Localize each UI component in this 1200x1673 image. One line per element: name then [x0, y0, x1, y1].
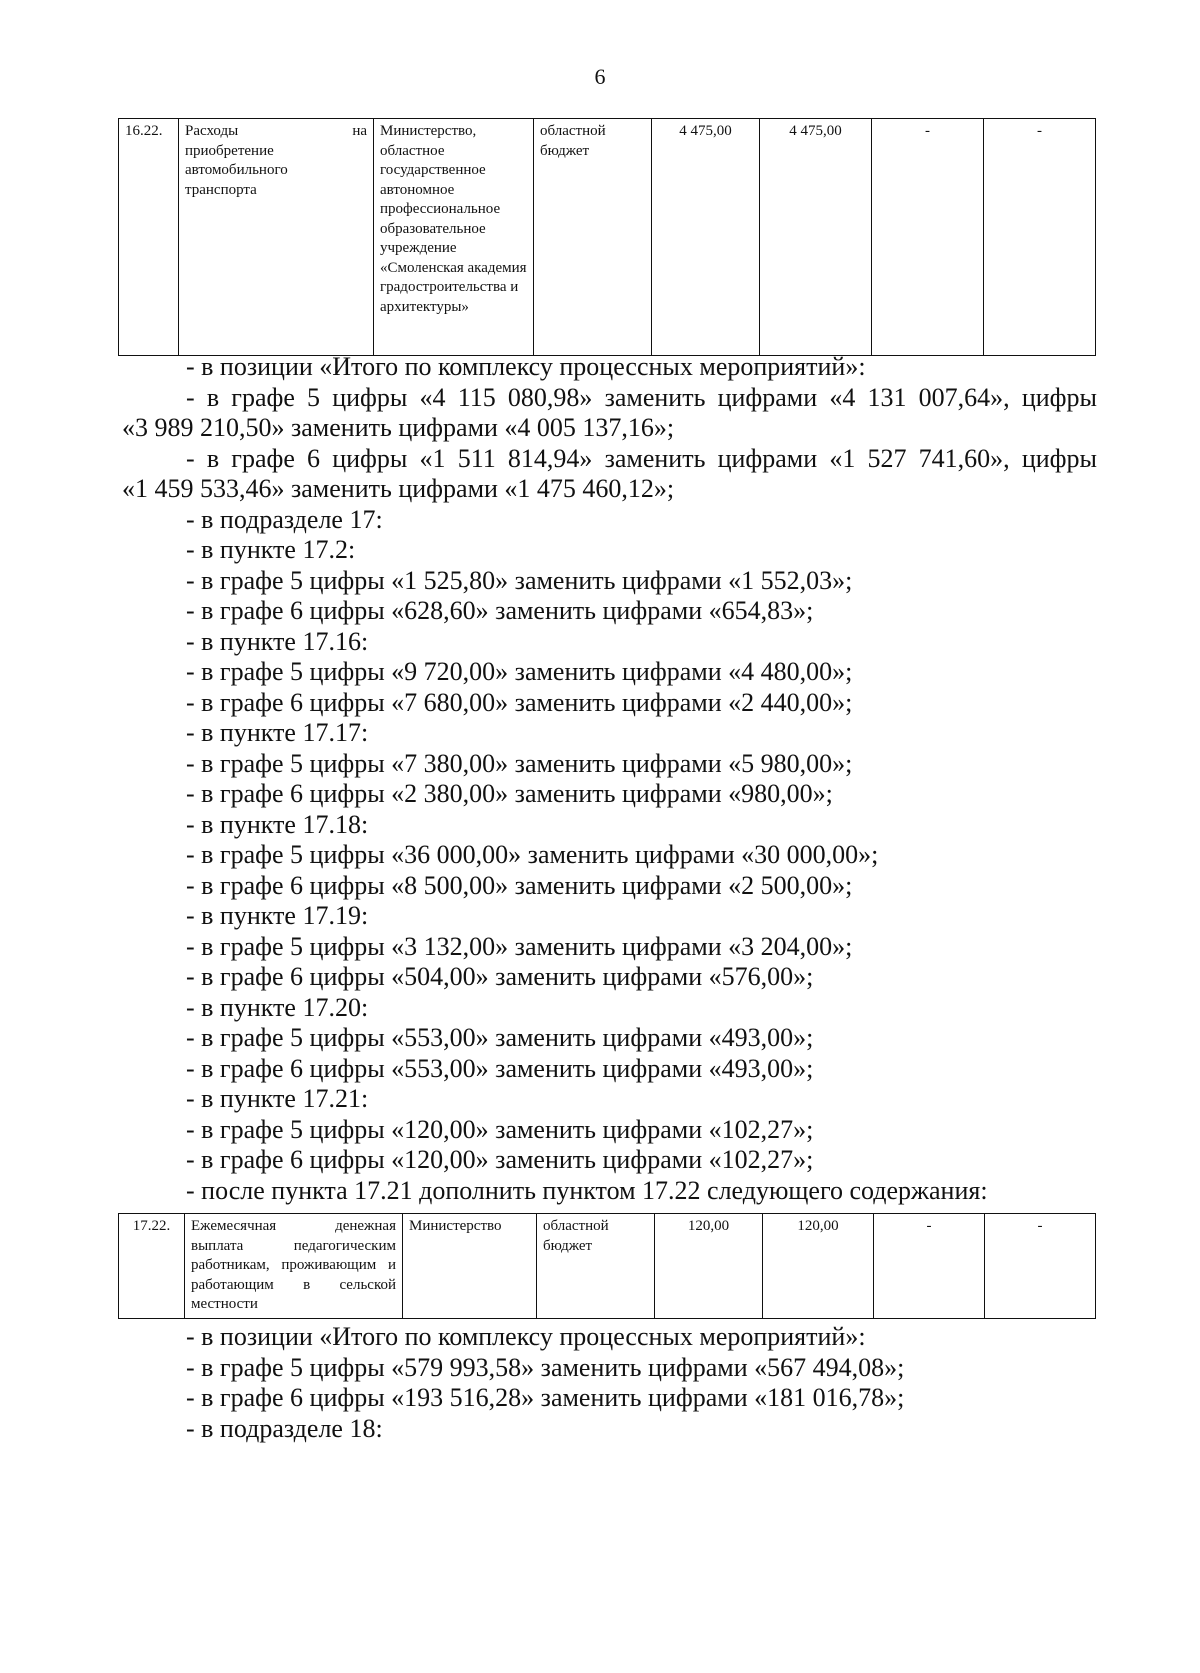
paragraph: - в графе 6 цифры «628,60» заменить цифрами «654,83»;	[186, 596, 814, 625]
amendment-text-block-2	[122, 1322, 1097, 1444]
row-executor: Министерство, областное государственное автономное профессиональное образовательное учреждение «Смоленская академия градостроительства и архитектуры»	[374, 119, 534, 356]
row-year2: -	[874, 1214, 985, 1319]
paragraph: - в пункте 17.19:	[186, 901, 369, 930]
paragraph: - в графе 5 цифры «4 115 080,98» заменить цифрами «4 131 007,64», цифры	[186, 382, 1097, 412]
paragraph: - в графе 6 цифры «8 500,00» заменить цифрами «2 500,00»;	[186, 870, 853, 900]
row-year1: 120,00	[763, 1214, 874, 1319]
row-description: Ежемесячная денежная выплата педагогическим работникам, проживающим и работающим в сельской местности	[185, 1214, 403, 1319]
row-number: 17.22.	[119, 1214, 185, 1319]
page-number: 6	[594, 64, 606, 89]
table-row	[119, 119, 1096, 356]
paragraph: - в графе 5 цифры «120,00» заменить цифрами «102,27»;	[186, 1114, 814, 1144]
paragraph: - в пункте 17.2:	[186, 535, 356, 564]
paragraph: - в пункте 17.20:	[186, 992, 369, 1022]
paragraph: - в пункте 17.21:	[186, 1084, 369, 1113]
paragraph: - в пункте 17.17:	[186, 718, 369, 747]
paragraph: - в графе 5 цифры «1 525,80» заменить цифрами «1 552,03»;	[186, 565, 853, 595]
row-source: областной бюджет	[534, 119, 652, 356]
paragraph: - в графе 6 цифры «1 511 814,94» заменить цифрами «1 527 741,60», цифры	[186, 443, 1097, 473]
paragraph: - в позиции «Итого по комплексу процессных мероприятий»:	[186, 1322, 866, 1351]
paragraph: - в графе 5 цифры «36 000,00» заменить цифрами «30 000,00»;	[186, 840, 879, 869]
paragraph: - в позиции «Итого по комплексу процессных мероприятий»:	[186, 352, 866, 381]
table-16-22	[118, 118, 1096, 356]
paragraph: - в пункте 17.16:	[186, 626, 369, 656]
row-description-text: Расходы приобретение автомобильного транспорта	[185, 123, 288, 198]
paragraph: - в графе 6 цифры «553,00» заменить цифрами «493,00»;	[186, 1053, 814, 1083]
row-year3: -	[984, 119, 1096, 356]
table-17-22	[118, 1213, 1096, 1319]
paragraph: - в графе 5 цифры «7 380,00» заменить цифрами «5 980,00»;	[186, 748, 853, 778]
row-description-na: на	[352, 123, 367, 139]
row-total: 4 475,00	[652, 119, 760, 356]
row-source: областной бюджет	[537, 1214, 655, 1319]
paragraph: - в графе 6 цифры «193 516,28» заменить цифрами «181 016,78»;	[186, 1383, 905, 1412]
row-executor: Министерство	[403, 1214, 537, 1319]
row-description	[179, 119, 374, 356]
paragraph: - в графе 6 цифры «7 680,00» заменить цифрами «2 440,00»;	[186, 687, 853, 717]
row-year2: -	[872, 119, 984, 356]
paragraph: - в графе 6 цифры «2 380,00» заменить цифрами «980,00»;	[186, 779, 833, 808]
paragraph: - в графе 5 цифры «9 720,00» заменить цифрами «4 480,00»;	[186, 657, 853, 686]
paragraph: - в графе 6 цифры «120,00» заменить цифрами «102,27»;	[186, 1145, 814, 1174]
paragraph: «1 459 533,46» заменить цифрами «1 475 460,12»;	[122, 474, 675, 503]
amendment-text-block-1	[122, 352, 1097, 1206]
paragraph: - в пункте 17.18:	[186, 809, 369, 839]
paragraph: - в графе 5 цифры «3 132,00» заменить цифрами «3 204,00»;	[186, 931, 853, 961]
paragraph: «3 989 210,50» заменить цифрами «4 005 137,16»;	[122, 413, 675, 442]
row-number: 16.22.	[119, 119, 179, 356]
row-total: 120,00	[655, 1214, 763, 1319]
paragraph: - в подразделе 18:	[186, 1413, 383, 1443]
table-row	[119, 1214, 1096, 1319]
row-year1: 4 475,00	[760, 119, 872, 356]
paragraph: - в подразделе 17:	[186, 504, 383, 534]
paragraph: - в графе 6 цифры «504,00» заменить цифрами «576,00»;	[186, 962, 814, 991]
paragraph: - в графе 5 цифры «553,00» заменить цифрами «493,00»;	[186, 1023, 814, 1052]
paragraph: - в графе 5 цифры «579 993,58» заменить цифрами «567 494,08»;	[186, 1352, 905, 1382]
paragraph: - после пункта 17.21 дополнить пунктом 17.22 следующего содержания:	[186, 1175, 988, 1205]
row-year3: -	[985, 1214, 1096, 1319]
